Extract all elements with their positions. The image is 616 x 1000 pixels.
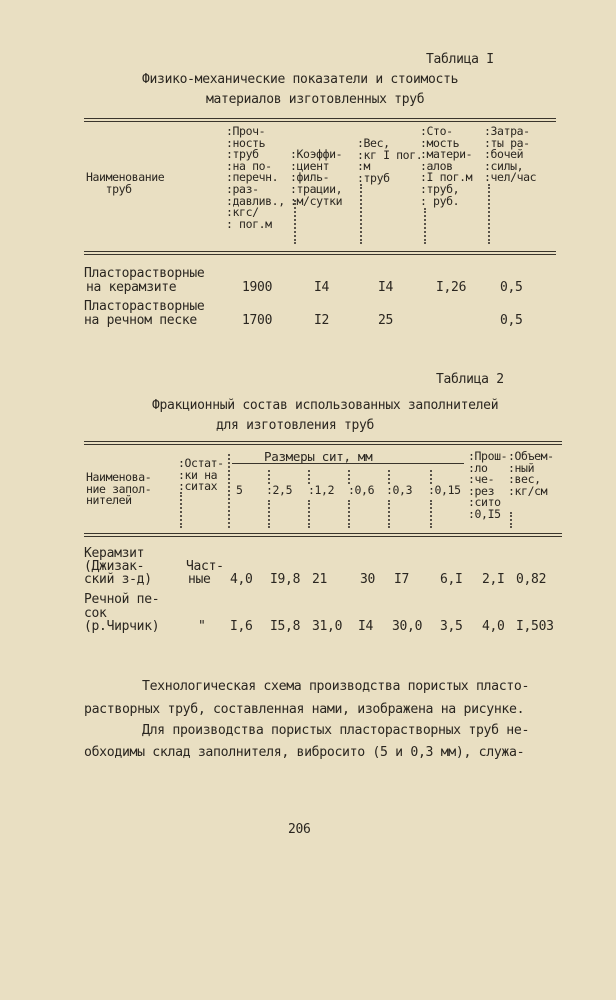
table2-sizes-rule [232,463,464,464]
table2-row1-rest1: Част- [186,559,224,574]
table2-col-divider [268,470,270,484]
table2-row2-rest2: " [198,619,206,634]
table2-row1-sieve-1-2: 21 [312,572,328,587]
paragraph-line: растворных труб, составленная нами, изображена на рисунке. [84,702,525,717]
table2-row1-name2: (Джизак- [84,559,145,574]
table2-col-divider [388,500,390,528]
table1-header-labor: :Затра- :ты ра- :бочей :силы, :чел/час [484,124,537,185]
table2-row2-passed: 4,0 [482,619,505,634]
table1-header-strength: :Проч- :ность :труб :на по- :перечн. :раз- :давлив., :кгс/ : пог.м [226,124,285,231]
table2-row1-passed: 2,I [482,572,505,587]
table2-row1-sieve-0-3: I7 [394,572,410,587]
table2-header-sieve-1-2: :1,2 [308,483,335,497]
table2-header-sieve-0-6: :0,6 [348,483,375,497]
table2-row2-name3: (р.Чирчик) [84,619,160,634]
table2-col-divider [308,470,310,484]
table2-col-divider [308,500,310,528]
table1-row2-name2: на речном песке [84,313,197,328]
table2-header-sizes: Размеры сит, мм [264,449,373,464]
table1-row1-weight: I4 [378,280,394,295]
table2-col-divider [348,470,350,484]
table2-row1-sieve-2-5: I9,8 [270,572,301,587]
table2-header-sieve-0-15: :0,15 [428,483,461,497]
table2-header-passed: :Прош- :ло :че- :рез :сито :0,I5 [468,449,508,521]
table2-row2-sieve-0-3: 30,0 [392,619,423,634]
table1-row1-name1: Пласторастворные [84,266,205,281]
table2-row1-sieve-0-15: 6,I [440,572,463,587]
table2-top-rule [84,441,562,442]
table1-title-line1: Физико-механические показатели и стоимость [142,72,459,87]
table1-header-cost: :Сто- :мость :матери- :алов :I пог.м :труб, : руб. [420,124,473,208]
table1-top-rule [84,118,556,119]
table2-row1-rest2: ные [188,572,211,587]
table2-col-divider [228,454,230,528]
table2-row1-volweight: 0,82 [516,572,547,587]
table1-row2-weight: 25 [378,313,394,328]
table2-col-divider [430,500,432,528]
table2-header-rule [84,533,562,534]
table1-title-line2: материалов изготовленных труб [206,92,425,107]
table1-label: Таблица I [426,52,494,67]
table1-col-divider [488,184,490,244]
table2-col-divider [510,512,512,528]
page-number: 206 [288,822,311,837]
table1-row1-strength: 1900 [242,280,273,295]
table2-header-sieve-0-3: :0,3 [386,483,413,497]
paragraph-line: Для производства пористых пласторастворных труб не- [142,723,530,738]
table1-col-divider [294,200,296,244]
table2-row2-sieve-0-6: I4 [358,619,374,634]
table2-title-line2: для изготовления труб [216,418,375,433]
table2-header-name: Наименова- ние запол- нителей [86,470,152,508]
table2-row1-name1: Керамзит [84,546,145,561]
paragraph-line: обходимы склад заполнителя, вибросито (5 и 0,3 мм), служа- [84,745,525,760]
table2-row2-name1: Речной пе- [84,592,160,607]
table1-col-divider [360,184,362,244]
table2-label: Таблица 2 [436,372,504,387]
table2-col-divider [430,470,432,484]
table1-row2-name1: Пласторастворные [84,299,205,314]
table1-row1-labor: 0,5 [500,280,523,295]
table1-header-rule [84,251,556,252]
table1-row1-name2: на керамзите [86,280,177,295]
table2-col-divider [268,500,270,528]
paragraph-line: Технологическая схема производства пористых пласто- [142,679,530,694]
table1-header-name: Наименование труб [86,170,165,196]
table2-row1-sieve-5: 4,0 [230,572,253,587]
table2-header-rule-2 [84,536,562,537]
table2-row2-sieve-2-5: I5,8 [270,619,301,634]
table1-col-divider [424,208,426,244]
table2-row2-sieve-1-2: 31,0 [312,619,343,634]
table1-row1-cost: I,26 [436,280,467,295]
table1-header-rule-2 [84,254,556,255]
table2-row2-name2: сок [84,606,107,621]
table1-row2-coef: I2 [314,313,330,328]
table1-header-weight: :Вес, :кг I пог. :м :труб [357,136,423,185]
table2-header-volweight: :Объем- :ный :вес, :кг/см [508,449,554,498]
table2-top-rule-2 [84,444,562,445]
table2-row1-sieve-0-6: 30 [360,572,376,587]
table2-row2-sieve-5: I,6 [230,619,253,634]
table2-col-divider [180,492,182,528]
table2-title-line1: Фракционный состав использованных заполнителей [152,398,499,413]
table1-row1-coef: I4 [314,280,330,295]
table1-row2-strength: 1700 [242,313,273,328]
table1-row2-labor: 0,5 [500,313,523,328]
table1-header-coef: :Коэффи- :циент :филь- :трации, :м/сутки [290,147,343,208]
table2-row1-name3: ский з-д) [84,572,152,587]
table2-col-divider [388,470,390,484]
table2-col-divider [348,500,350,528]
table2-header-rest: :Остат- :ки на :ситах [178,456,224,494]
table2-row2-volweight: I,503 [516,619,554,634]
table2-header-sieve-5: 5 [236,483,243,497]
table1-top-rule-2 [84,121,556,122]
table2-header-sieve-2-5: :2,5 [266,483,293,497]
table2-row2-sieve-0-15: 3,5 [440,619,463,634]
